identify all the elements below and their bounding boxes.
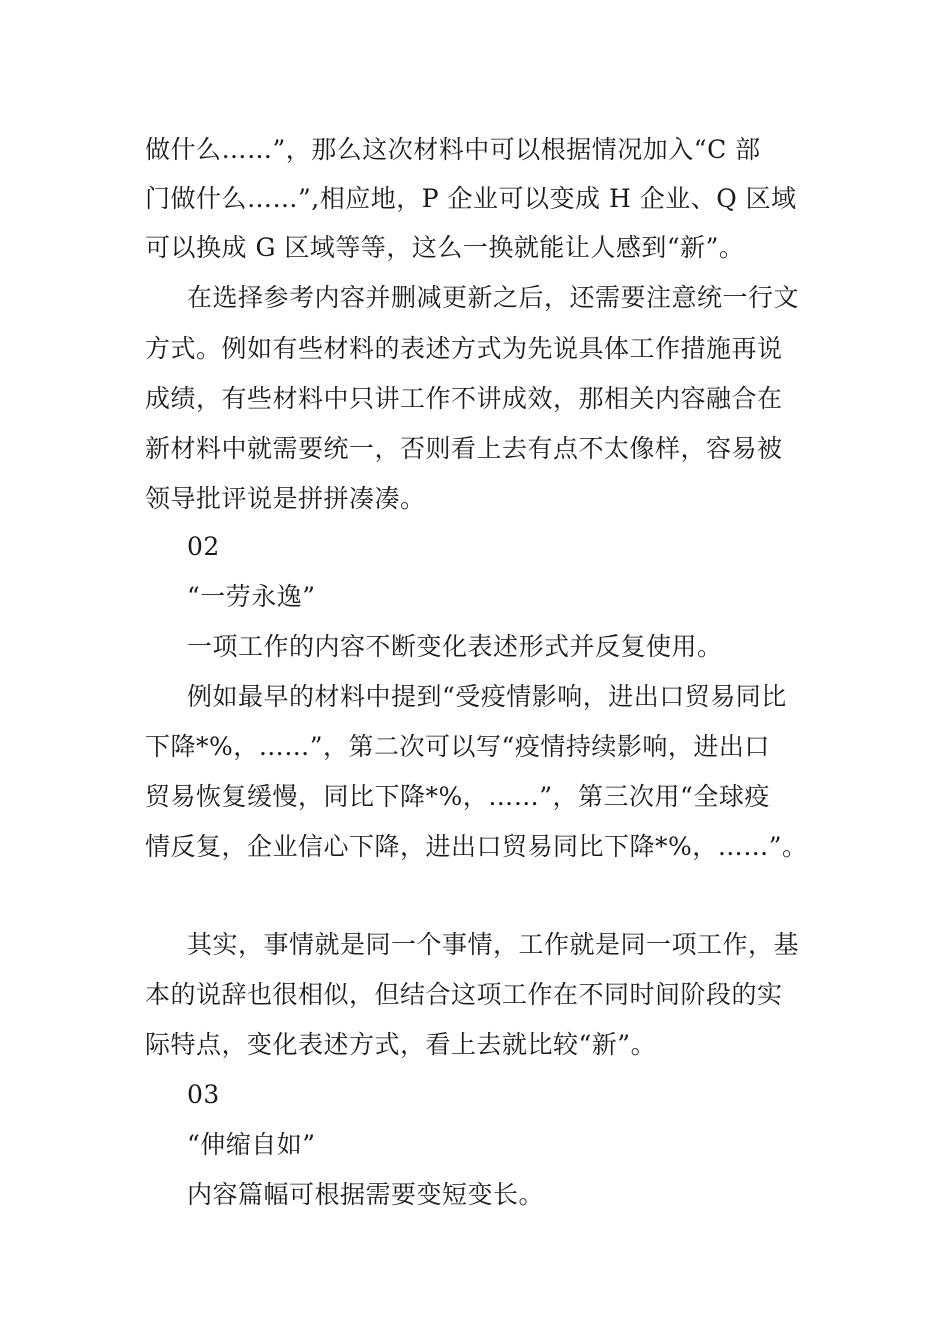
text-line: 例如最早的材料中提到“受疫情影响，进出口贸易同比 <box>187 682 787 711</box>
text-line: 贸易恢复缓慢，同比下降*%，……”，第三次用“全球疫 <box>145 782 770 811</box>
text-line: 本的说辞也很相似，但结合这项工作在不同时间阶段的实 <box>145 980 783 1009</box>
section-heading: “伸缩自如” <box>187 1130 316 1159</box>
text-line: 情反复，企业信心下降，进出口贸易同比下降*%，……”。 <box>145 832 808 861</box>
text-line: 可以换成 G 区域等等，这么一换就能让人感到“新”。 <box>145 233 745 262</box>
text-line: 下降*%，……”，第二次可以写“疫情持续影响，进出口 <box>145 732 770 761</box>
section-number: 03 <box>187 1080 220 1109</box>
text-line: 方式。例如有些材料的表述方式为先说具体工作措施再说 <box>145 334 783 363</box>
text-line: 领导批评说是拼拼凑凑。 <box>145 484 426 513</box>
text-line: 门做什么……”,相应地，P 企业可以变成 H 企业、Q 区域 <box>145 184 797 213</box>
text-line: 在选择参考内容并删减更新之后，还需要注意统一行文 <box>187 283 800 312</box>
text-line: 成绩，有些材料中只讲工作不讲成效，那相关内容融合在 <box>145 384 783 413</box>
section-number: 02 <box>187 532 220 561</box>
text-line: 一项工作的内容不断变化表述形式并反复使用。 <box>187 632 723 661</box>
text-line: 做什么……”，那么这次材料中可以根据情况加入“C 部 <box>145 135 761 164</box>
text-line: 新材料中就需要统一，否则看上去有点不太像样，容易被 <box>145 434 783 463</box>
text-line: 际特点，变化表述方式，看上去就比较“新”。 <box>145 1030 657 1059</box>
text-line: 其实，事情就是同一个事情，工作就是同一项工作，基 <box>187 930 800 959</box>
section-heading: “一劳永逸” <box>187 582 316 611</box>
text-line: 内容篇幅可根据需要变短变长。 <box>187 1180 545 1209</box>
